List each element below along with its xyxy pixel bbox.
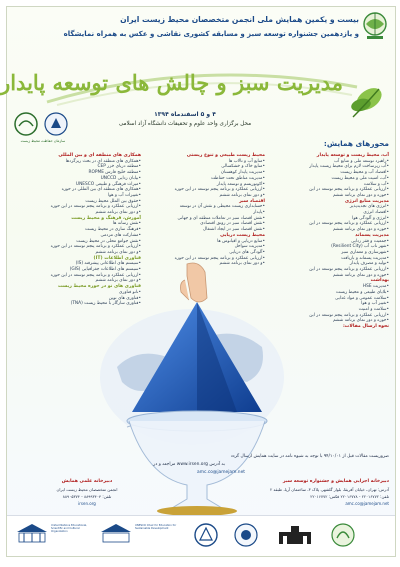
topic-item: •سیستم های اطلاعاتی پیشرفته (IS) — [75, 261, 141, 267]
topic-item: •نقش اقتصاد سبز در ایجاد اشتغال — [203, 227, 265, 233]
org-block-line1: انجمن متخصصان محیط زیست ایران — [56, 487, 118, 492]
topic-item: •ارزیابی عملکرد و برنامه پنجم توسعه در این — [309, 187, 389, 193]
topic-item: •اقتصاد آب و محیط زیست — [340, 170, 389, 176]
topic-item: •سیستم های اطلاعات جغرافیایی (GIS) — [69, 267, 141, 273]
topic-item: •همکاری های منطقه ای بین المللی در حوزه — [61, 187, 141, 193]
environment-organization-logo-icon — [13, 111, 39, 137]
research-logo-icon — [233, 522, 259, 548]
topic-item: •تغییرات آب و هوا — [107, 192, 141, 198]
topic-item: •اکوتوریسم و توسعه پایدار — [216, 181, 265, 187]
axes-title: محورهای همایش: — [323, 139, 389, 148]
topic-item: •ارزیابی عملکرد و برنامه پنجم توسعه در این حوزه — [50, 244, 141, 250]
topic-item: •بیابان زدایی UNCCD — [100, 175, 141, 181]
topic-item: •پایدار — [253, 210, 265, 216]
topic-heading: فناوری اطلاعات (IT) — [93, 255, 141, 261]
topic-item: •آب و سلامت — [363, 181, 389, 187]
topic-item: •تغییر آب و هوا — [361, 301, 389, 307]
org-block-site[interactable]: irsen.org — [78, 501, 96, 506]
topic-item: •نانو فناوری — [119, 289, 141, 295]
topic-item: •ارزیابی عملکرد و برنامه پنجم توسعه در این حوزه — [174, 255, 265, 261]
topic-item: •راهبرد توسعه ملی و منابع آب — [334, 158, 389, 164]
topic-heading: آب، محیط زیست و توسعه پایدار — [316, 153, 389, 158]
website-note[interactable]: به آدرس www.irsen.org مراجعه و در — [153, 462, 225, 467]
topic-item: •مدیریت پایدار کوهستان — [220, 170, 265, 176]
topic-heading: نحوه ارسال مقالات: — [342, 324, 389, 330]
university-logo-icon — [193, 522, 219, 548]
topic-item: •مدیریت پسماند و بازیافت — [341, 255, 389, 261]
topic-item: •ارزیابی عملکرد و برنامه پنجم توسعه در این — [309, 221, 389, 227]
header-line-1: بیست و یکمین همایش ملی انجمن متخصصان محیط زیست ایران — [120, 15, 359, 24]
topic-item: •منابع خاک و خشکسالی — [221, 164, 265, 170]
unesco-chair-logo-icon — [99, 522, 133, 546]
topic-item: •سلامت عمومی و مواد غذایی — [334, 295, 389, 301]
topic-item: •انرژی های تجدیدپذیر — [349, 204, 389, 210]
footer-logos — [7, 515, 395, 556]
topic-item: •منطقه دریای خزر CEP — [97, 164, 141, 170]
topic-item: •نقش اقتصاد سبز در تعاملات منطقه ای و جهانی — [177, 215, 265, 221]
main-title: مدیریت سبز و چالش های توسعه پایدار — [0, 70, 343, 95]
unesco-logo-icon — [15, 522, 49, 546]
org-block-line2: تلفن: ۸۸۹۹۳۴۰۴ - ۸۸۹۰۵۳۷۴ — [62, 494, 112, 499]
organization-logo-icon — [329, 522, 357, 548]
topic-item: •و دور نمای برنامه ششم — [95, 210, 141, 216]
topics-column-right — [271, 153, 389, 451]
globe-logo-icon — [361, 11, 389, 41]
topic-item: •ارزیابی عملکرد و برنامه پنجم توسعه در این حوزه — [50, 204, 141, 210]
topic-item: •انرژی و آلودگی هوا — [352, 215, 389, 221]
topic-item: •ارزیابی عملکرد و برنامه پنجم توسعه در این حوزه — [50, 272, 141, 278]
topic-heading: محیط زیست طبیعی و تنوع زیستی — [186, 153, 265, 158]
topic-item: •نقش اقتصاد سبز در رونق اقتصادی — [200, 221, 265, 227]
topic-item: •آب زیرساخت لازم برای محیط زیست پایدار — [309, 164, 389, 170]
topic-item: •میراث فرهنگی و طبیعی UNESCO — [75, 181, 141, 187]
topic-item: •حوزه و دور نمای برنامه ششم — [332, 192, 389, 198]
topic-heading: مدیریت منابع انرژی — [344, 198, 389, 204]
topic-item: •شهر ناب آب (Resilient City) — [331, 244, 389, 250]
topic-item: •ارزیابی عملکرد و برنامه پنجم توسعه در این — [309, 267, 389, 273]
topic-item: •حوزه و دور نمای برنامه ششم — [332, 227, 389, 233]
topic-item: •جمعیت و فقر زدایی — [351, 238, 389, 244]
unesco-caption: United Nations Educational, Scientific and Cultural Organization — [51, 524, 88, 534]
topic-item: •و دور نمای برنامه ششم — [219, 261, 265, 267]
topic-item: •بلایای طبیعی و محیط زیست — [335, 289, 389, 295]
topic-item: •حوزه و دور نمای برنامه ششم — [332, 272, 389, 278]
topic-item: •مشارکت های مردمی — [100, 232, 141, 238]
topic-item: •حوزه و دور نمای برنامه ششم — [332, 318, 389, 324]
topic-item: •منابع دریایی و اقیانوس ها — [217, 238, 265, 244]
topic-heading: بهداشت — [370, 278, 389, 284]
topic-item: •فناوری سازگار با محیط زیست (TNA) — [70, 301, 141, 307]
emblem-logo-icon — [43, 111, 69, 137]
secretariat-address: آدرس: تهران، خیابان آفریقا، بلوار گلشهر، پلاک ۳، ساختمان آریا، طبقه ۲ — [270, 487, 389, 492]
topic-item: •آب، امنیت ملی و محیط زیست — [331, 175, 389, 181]
topic-item: •حسابداری زیست محیطی و نقش آن در توسعه — [179, 204, 265, 210]
topic-item: •سلامت و امنیت — [358, 306, 389, 312]
unesco-chair-caption: UNESCO Chair for Education for Sustainable Development — [135, 524, 177, 531]
topic-item: •اقتصاد انرژی — [363, 210, 389, 216]
topic-heading: فناوری های نو در حوزه محیط زیست — [57, 284, 141, 290]
topic-item: •نقش رسانه ها — [112, 221, 141, 227]
topic-heading: همکاری های منطقه ای و بین المللی — [58, 153, 141, 158]
topic-item: •و دور نمای برنامه ششم — [219, 192, 265, 198]
topic-item: •حقوق بین الملل محیط زیست — [85, 198, 141, 204]
logo-caption: سازمان حفاظت محیط زیست — [20, 139, 66, 143]
event-venue: محل برگزاری واحد علوم و تحقیقات دانشگاه آزاد اسلامی — [118, 121, 252, 127]
topic-item: •تولید و مصرف پایدار — [349, 261, 389, 267]
building-logo-icon — [275, 524, 315, 546]
topic-item: •مدیریت سواحل — [234, 244, 265, 250]
topic-item: •و دور نمای برنامه ششم — [95, 278, 141, 284]
secretariat-email[interactable]: amc.co@jamejam.net — [345, 501, 389, 506]
secretariat-phone: تلفن: ۲۲۰۱۶۷۷۲ - ۲۲۰۱۶۷۷۸ فکس: ۲۲۰۱۶۷۷۲ — [310, 494, 389, 499]
topic-item: •شهرسازی و معماری سبز — [341, 249, 389, 255]
topic-heading: آموزش، فرهنگ و محیط زیست — [71, 215, 141, 221]
poster — [0, 6, 396, 557]
topic-item: •ارزیابی عملکرد و برنامه پنجم توسعه در این — [309, 312, 389, 318]
topic-item: •همکاری های منطقه ای در بحث ریزگردها — [65, 158, 141, 164]
topic-item: •مدیریت HSE — [362, 284, 389, 290]
topic-item: •منابع آب و تالاب ها — [228, 158, 265, 164]
secretariat-title: دبیرخانه اجرایی همایش و جشنواره توسعه سبز — [282, 479, 389, 484]
topic-item: •نقش جوامع محلی در محیط زیست — [76, 238, 141, 244]
topic-heading: اقتصاد سبز — [239, 198, 265, 204]
event-dates: ۴ و ۵ اسفندماه ۱۳۹۴ — [154, 111, 216, 118]
topic-item: •آلودگی های دریایی — [229, 249, 265, 255]
topic-item: •و دور نمای برنامه ششم — [95, 249, 141, 255]
topic-item: •فناوری های نوین — [108, 295, 141, 301]
topic-item: •فرهنگ سازی در محیط زیست — [85, 227, 141, 233]
email-note[interactable]: amc.co@jamejam.net — [197, 470, 245, 475]
submission-note: ضروریست مقالات قبل از ۹۴/۱۰/۰۱ با توجه به شیوه نامه در سایت همایش ارسال گردد — [230, 454, 389, 459]
topic-heading: محیط زیست دریایی — [220, 232, 265, 238]
header-line-2: و یازدهمین جشنواره توسعه سبز و مسابقه کشوری نقاشی و عکس به همراه نمایشگاه — [63, 30, 359, 38]
org-block-title: دبیرخانه علمی همایش — [61, 479, 113, 484]
topic-item: •مدیریت مناطق تحت حفاظت — [210, 175, 265, 181]
topic-item: •ارزیابی عملکرد و برنامه پنجم توسعه در این حوزه — [174, 187, 265, 193]
topic-heading: مدیریت پسماند — [355, 232, 389, 238]
leaf-logo-icon — [347, 79, 387, 121]
topic-item: •منطقه خلیج فارس ROPME — [88, 170, 141, 176]
